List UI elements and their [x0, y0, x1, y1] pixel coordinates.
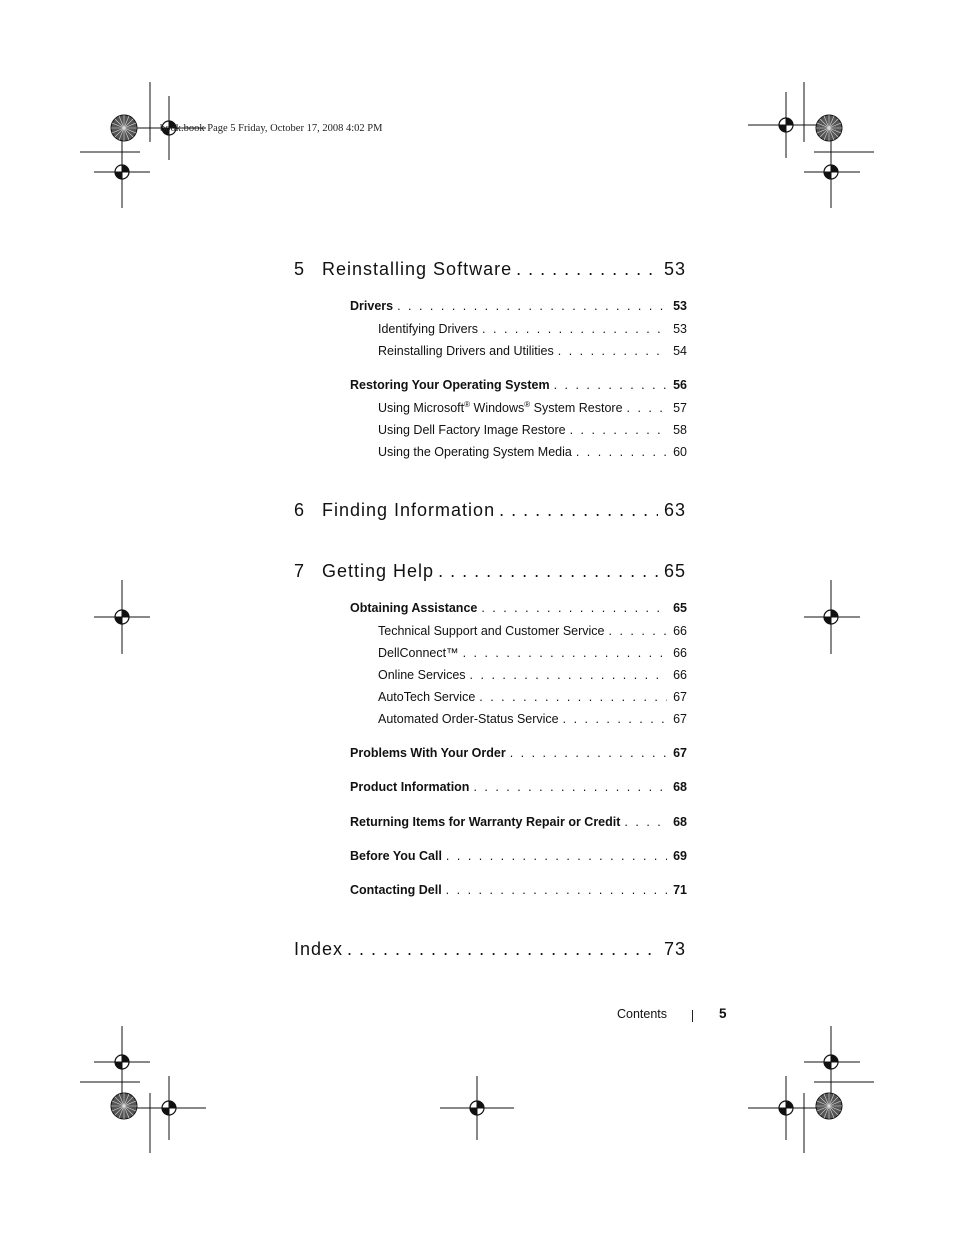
dot-leader	[446, 883, 667, 897]
dot-leader	[576, 445, 667, 459]
footer-page-number: 5	[719, 1006, 727, 1021]
dot-leader	[482, 322, 667, 336]
toc-sub-os-media[interactable]	[378, 445, 687, 459]
dot-leader	[347, 939, 658, 960]
toc-sub-system-restore[interactable]	[378, 401, 687, 415]
chapter-title: Reinstalling Software	[322, 259, 513, 279]
subsection-title: Using Dell Factory Image Restore	[378, 423, 566, 437]
toc-section-product-info[interactable]	[350, 780, 687, 794]
dot-leader	[516, 259, 658, 280]
page-number: 60	[673, 445, 687, 459]
toc-chapter-7[interactable]	[294, 561, 686, 582]
dot-leader	[473, 780, 667, 794]
subsection-title: Reinstalling Drivers and Utilities	[378, 344, 554, 358]
print-header-note: book.book Page 5 Friday, October 17, 2008 4:02 PM	[160, 123, 383, 134]
dot-leader	[446, 849, 667, 863]
page-number: 66	[673, 624, 687, 638]
dot-leader	[563, 712, 667, 726]
page-number: 73	[663, 939, 686, 959]
dot-leader	[481, 601, 667, 615]
dot-leader	[479, 690, 667, 704]
dot-leader	[470, 668, 668, 682]
page-number: 67	[673, 746, 687, 760]
dot-leader	[627, 401, 668, 415]
dot-leader	[554, 378, 668, 392]
chapter-title: Finding Information	[322, 500, 496, 520]
dot-leader	[609, 624, 668, 638]
dot-leader	[397, 299, 667, 313]
subsection-title: Using Microsoft® Windows® System Restore	[378, 399, 623, 415]
subsection-title: Identifying Drivers	[378, 322, 479, 336]
page-number: 58	[673, 423, 687, 437]
page-number: 65	[663, 561, 686, 581]
section-title: Contacting Dell	[350, 883, 442, 897]
subsection-title: Automated Order-Status Service	[378, 712, 559, 726]
toc-sub-autotech[interactable]	[378, 690, 687, 704]
section-title: Restoring Your Operating System	[350, 378, 550, 392]
dot-leader	[510, 746, 667, 760]
page-number: 53	[673, 322, 687, 336]
page-number: 66	[673, 646, 687, 660]
toc-sub-online-services[interactable]	[378, 668, 687, 682]
toc-section-obtaining-assistance[interactable]	[350, 601, 687, 615]
subsection-title: Online Services	[378, 668, 466, 682]
section-title: Product Information	[350, 780, 470, 794]
toc-section-before-call[interactable]	[350, 849, 687, 863]
toc-index[interactable]	[294, 939, 686, 960]
footer-section-label: Contents	[617, 1007, 668, 1021]
page-number: 56	[673, 378, 687, 392]
section-title: Returning Items for Warranty Repair or Credit	[350, 815, 621, 829]
page-number: 54	[673, 344, 687, 358]
page-number: 53	[673, 299, 687, 313]
subsection-title: DellConnect™	[378, 646, 459, 660]
dot-leader	[463, 646, 668, 660]
subsection-title: Technical Support and Customer Service	[378, 624, 605, 638]
page-number: 53	[663, 259, 686, 279]
toc-sub-reinstalling-drivers[interactable]	[378, 344, 687, 358]
footer-divider	[692, 1010, 693, 1022]
toc-section-returning-items[interactable]	[350, 815, 687, 829]
chapter-number: 6	[294, 500, 306, 520]
dot-leader	[499, 500, 658, 521]
toc-sub-order-status[interactable]	[378, 712, 687, 726]
toc-sub-identifying-drivers[interactable]	[378, 322, 687, 336]
chapter-title: Getting Help	[322, 561, 435, 581]
page-number: 68	[673, 780, 687, 794]
section-title: Obtaining Assistance	[350, 601, 478, 615]
toc-sub-dellconnect[interactable]	[378, 646, 687, 660]
toc-section-contacting-dell[interactable]	[350, 883, 687, 897]
toc-sub-factory-image[interactable]	[378, 423, 687, 437]
toc-section-restoring-os[interactable]	[350, 378, 687, 392]
page-number: 57	[673, 401, 687, 415]
page-number: 63	[663, 500, 686, 520]
toc-section-drivers[interactable]	[350, 299, 687, 313]
toc-chapter-6[interactable]	[294, 500, 686, 521]
chapter-number: 5	[294, 259, 306, 279]
section-title: Before You Call	[350, 849, 442, 863]
index-title: Index	[294, 939, 344, 959]
toc-chapter-5[interactable]	[294, 259, 686, 280]
subsection-title: Using the Operating System Media	[378, 445, 572, 459]
chapter-number: 7	[294, 561, 306, 581]
section-title: Drivers	[350, 299, 394, 313]
page-number: 65	[673, 601, 687, 615]
page-number: 67	[673, 712, 687, 726]
toc-section-problems-order[interactable]	[350, 746, 687, 760]
page-number: 66	[673, 668, 687, 682]
dot-leader	[558, 344, 667, 358]
toc-sub-tech-support[interactable]	[378, 624, 687, 638]
page-number: 67	[673, 690, 687, 704]
dot-leader	[570, 423, 668, 437]
subsection-title: AutoTech Service	[378, 690, 476, 704]
page-number: 71	[673, 883, 687, 897]
dot-leader	[438, 561, 658, 582]
dot-leader	[624, 815, 667, 829]
page-number: 69	[673, 849, 687, 863]
page-number: 68	[673, 815, 687, 829]
section-title: Problems With Your Order	[350, 746, 506, 760]
